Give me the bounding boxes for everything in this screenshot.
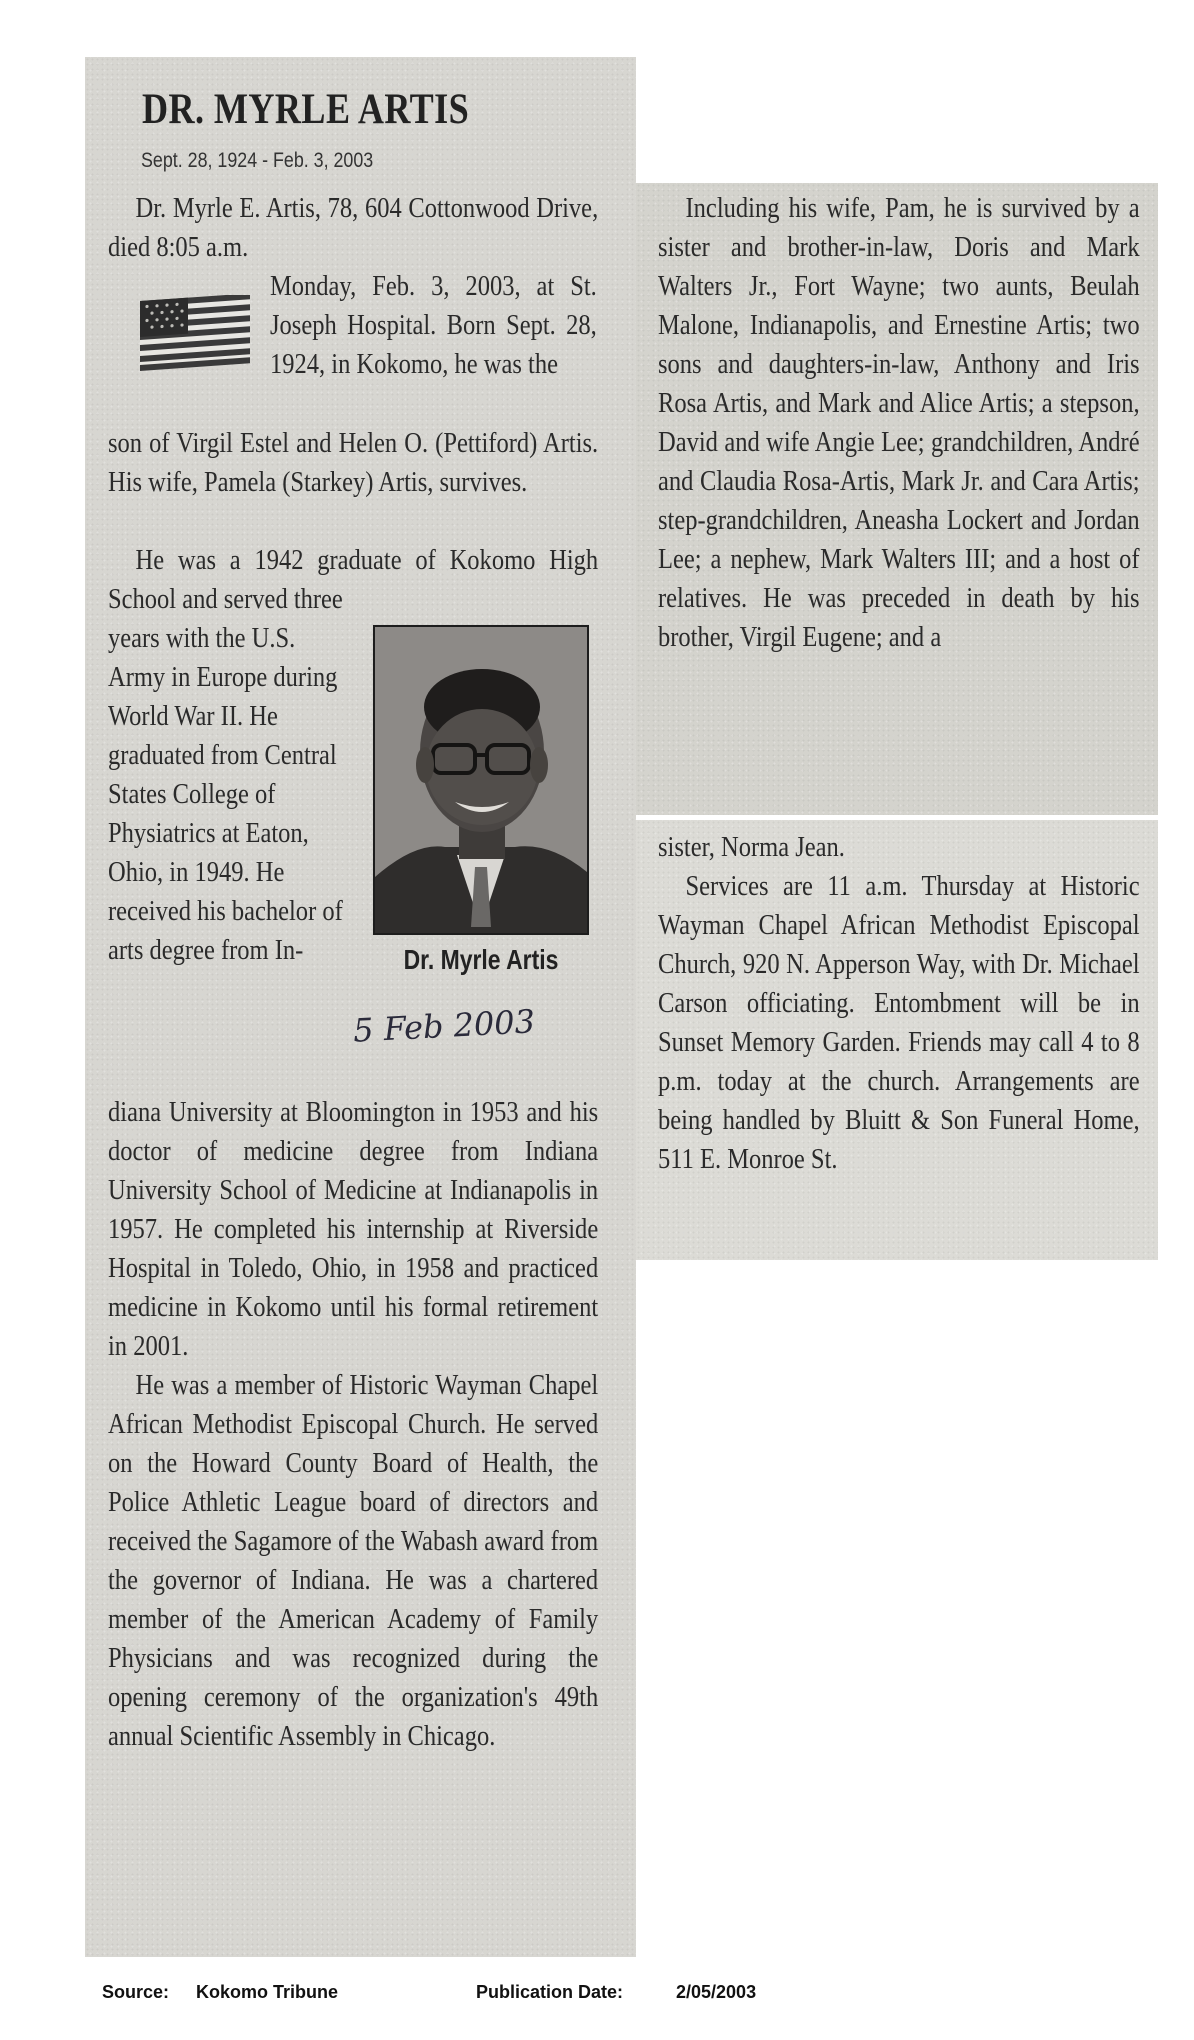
publication-date-value: 2/05/2003 (676, 1982, 757, 2002)
obituary-text: Including his wife, Pam, he is survived by a sister and brother-in-law, Doris and Mark Walters Jr., Fort Wayne; two aunts, Beulah Malone, Indianapolis, and Ernestine Artis; two sons and daughters-in-law, Anthony and Iris Rosa Artis, and Mark and Alice Artis; a stepson, David and wife Angie Lee; grandchildren, André and Claudia Rosa-Artis, Mark Jr. and Cara Artis; step-grandchildren, Aneasha Lockert and Jordan Lee; a nephew, Mark Walters III; and a host of relatives. He was preceded in death by his brother, Virgil Eugene; and a (658, 193, 1140, 653)
obituary-text: Monday, Feb. 3, 2003, at St. Joseph Hospital. Born Sept. 28, 1924, in Kokomo, he was the (270, 271, 597, 380)
obituary-survivors (658, 189, 1140, 657)
obituary-text: years with the U.S. Army in Europe during World War II. He graduated from Central States College of Physiatrics at Eaton, Ohio, in 1949. He received his bachelor of arts degree from In- (108, 623, 343, 966)
handwritten-date: 5 Feb 2003 (352, 1002, 536, 1050)
obituary-headline: DR. MYRLE ARTIS (142, 86, 470, 133)
obituary-military-service (108, 619, 354, 970)
obituary-intro-line (108, 189, 598, 267)
obituary-text: Services are 11 a.m. Thursday at Historic Wayman Chapel African Methodist Episcopal Church, 920 N. Apperson Way, with Dr. Michael Carson officiating. Entombment will be in Sunset Memory Garden. Friends may call 4 to 8 p.m. today at the church. Arrangements are being handled by Bluitt & Son Funeral Home, 511 E. Monroe St. (658, 871, 1140, 1175)
publication-date-label: Publication Date: (476, 1982, 624, 2002)
photo-caption: Dr. Myrle Artis (403, 944, 559, 975)
obituary-text: diana University at Bloomington in 1953 and his doctor of medicine degree from Indiana University School of Medicine at Indianapolis in 1957. He completed his internship at Riverside Hospital in Toledo, Ohio, in 1958 and practiced medicine in Kokomo until his formal retirement in 2001. (108, 1097, 599, 1362)
obituary-text: He was a 1942 graduate of Kokomo High School and served three (108, 545, 599, 615)
obituary-dates: Sept. 28, 1924 - Feb. 3, 2003 (141, 149, 374, 172)
source-label: Source: (102, 1982, 170, 2002)
source-value: Kokomo Tribune (196, 1982, 339, 2002)
obituary-parents (108, 424, 598, 502)
obituary-text: sister, Norma Jean. (658, 832, 845, 863)
obituary-clipping-right-bottom (636, 820, 1158, 1260)
obituary-clipping-left (85, 57, 636, 1957)
obituary-beside-flag (270, 267, 596, 384)
obituary-clipping-right-top (636, 183, 1158, 815)
obituary-services (658, 828, 1140, 1179)
obituary-education-start (108, 541, 598, 619)
obituary-text: son of Virgil Estel and Helen O. (Pettiford) Artis. His wife, Pamela (Starkey) Artis, survives. (108, 428, 599, 498)
american-flag-icon (140, 295, 250, 371)
obituary-text: Dr. Myrle E. Artis, 78, 604 Cottonwood Drive, died 8:05 a.m. (108, 193, 599, 263)
portrait-photo (373, 625, 589, 935)
obituary-text: He was a member of Historic Wayman Chapel African Methodist Episcopal Church. He served on the Howard County Board of Health, the Police Athletic League board of directors and received the Sagamore of the Wabash award from the governor of Indiana. He was a chartered member of the American Academy of Family Physicians and was recognized during the opening ceremony of the organization's 49th annual Scientific Assembly in Chicago. (108, 1370, 599, 1752)
obituary-career (108, 1093, 598, 1756)
